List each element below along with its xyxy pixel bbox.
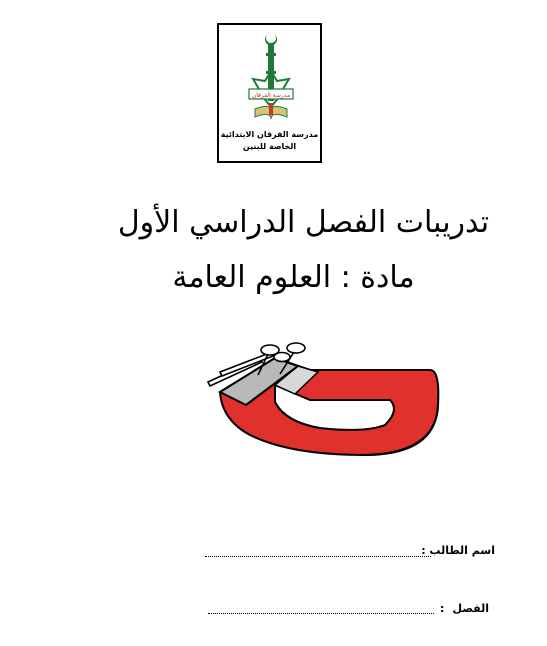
school-name-line1: مدرسة الفرقان الابتدائية bbox=[220, 130, 319, 139]
student-name-label: اسم الطالب : bbox=[421, 544, 495, 557]
school-name-line2: الخاصة للبنين bbox=[242, 142, 297, 151]
class-field[interactable] bbox=[208, 613, 434, 614]
class-label: الفصل bbox=[452, 602, 489, 615]
page-title: تدريبات الفصل الدراسي الأول bbox=[117, 205, 490, 240]
school-emblem-icon bbox=[231, 31, 311, 127]
subject-title: مادة : العلوم العامة bbox=[172, 260, 415, 295]
student-name-field[interactable] bbox=[205, 556, 431, 557]
horseshoe-magnet-with-nails-icon bbox=[200, 330, 450, 480]
class-colon: : bbox=[440, 602, 445, 615]
emblem-text: مدرسة الفرقان bbox=[251, 92, 291, 99]
school-logo-box bbox=[217, 23, 322, 163]
